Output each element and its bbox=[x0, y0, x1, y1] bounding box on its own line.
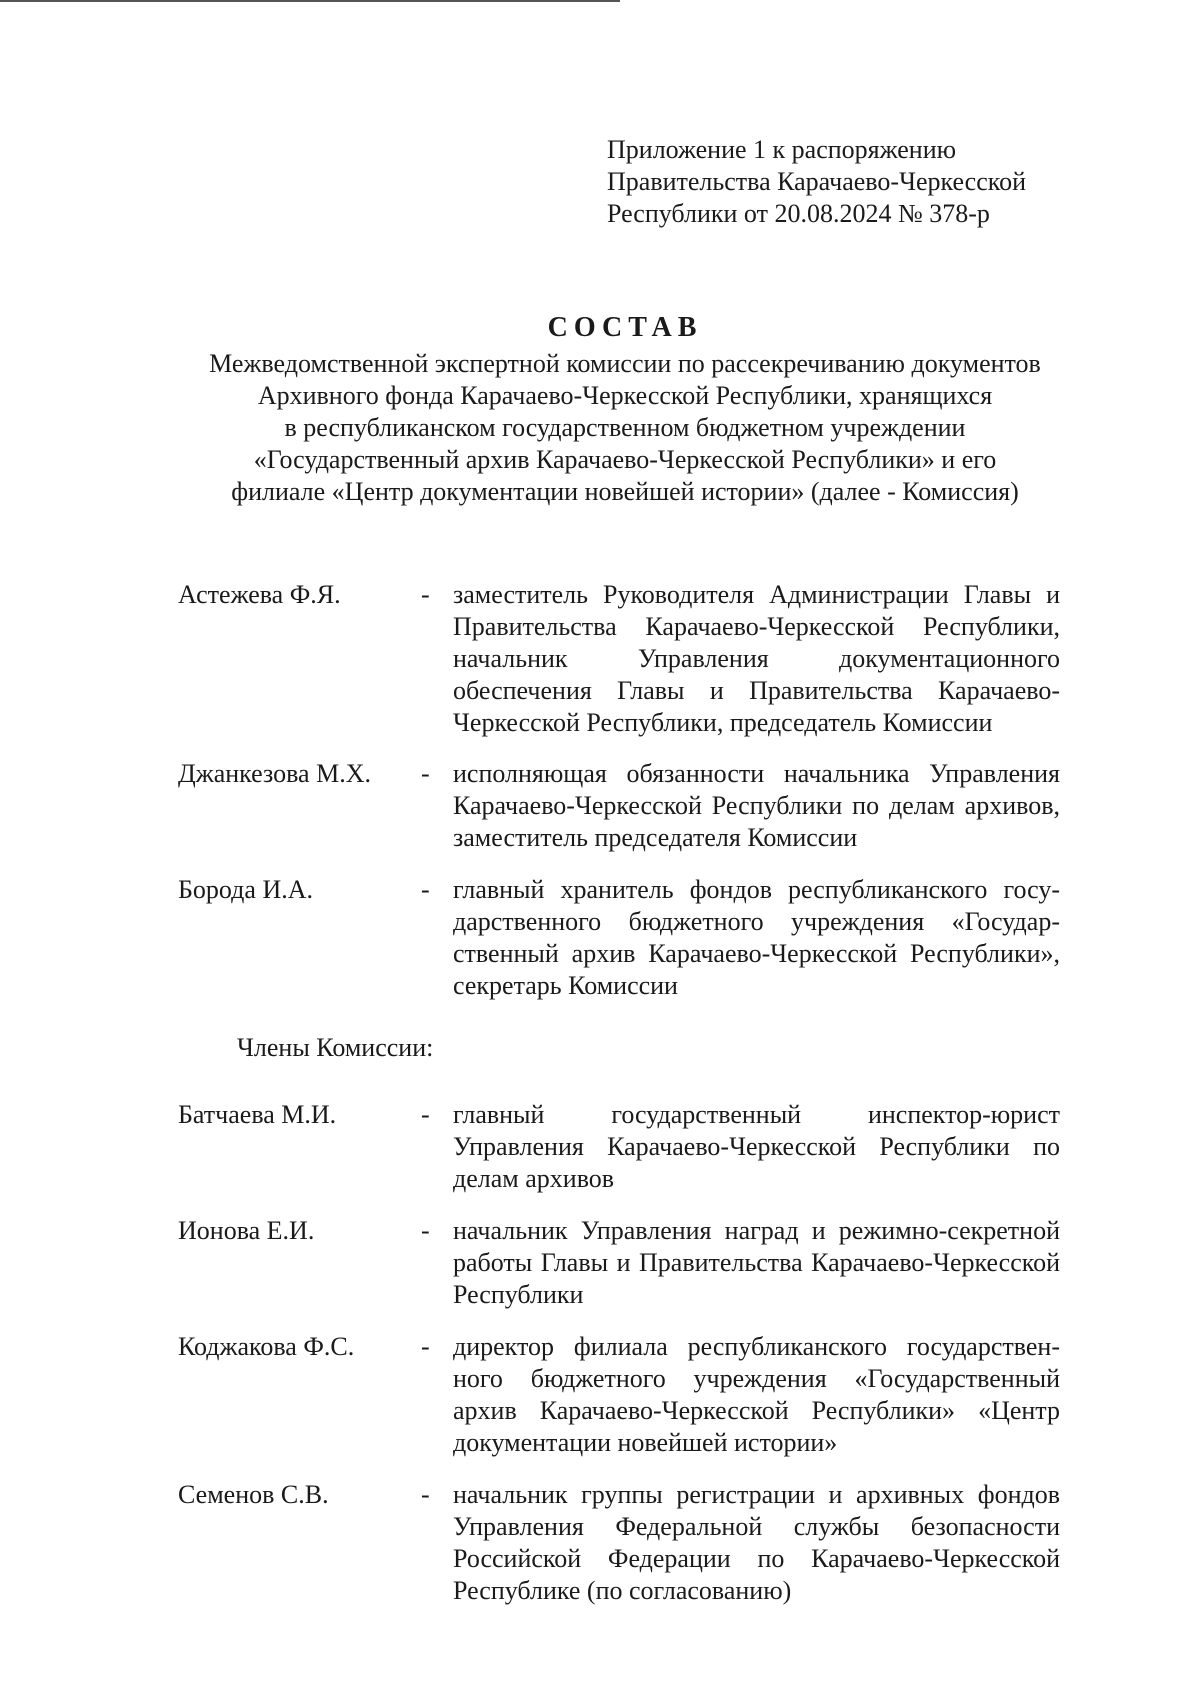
document-title: СОСТАВ bbox=[547, 312, 703, 343]
member-dash: - bbox=[421, 875, 430, 904]
member-name: Семенов С.В. bbox=[178, 1480, 329, 1509]
member-role: начальник Управления наград и режимно-секретной работы Главы и Правительства Карачаево-Черкесской Республики bbox=[453, 1216, 1060, 1309]
member-dash: - bbox=[421, 1332, 430, 1361]
member-role: заместитель Руководителя Администрации Главы и Правительства Карачаево-Черкесской Республики, начальник Управления документационного обеспечения Главы и Правительства Карачаево-Черкесской Республики, председатель Комиссии bbox=[453, 580, 1060, 737]
member-role: главный хранитель фондов республиканского государственного бюджетного учреждения «Государственный архив Карачаево-Черкесской Республики», секретарь Комиссии bbox=[453, 875, 1060, 1000]
member-name: Ионова Е.И. bbox=[178, 1216, 315, 1245]
document-subtitle bbox=[150, 348, 1100, 508]
appendix-line-2: Правительства Карачаево-Черкесской bbox=[607, 167, 1026, 196]
appendix-line-3: Республики от 20.08.2024 № 378-р bbox=[607, 199, 990, 228]
subtitle-line: филиале «Центр документации новейшей истории» (далее - Комиссия) bbox=[231, 477, 1019, 506]
appendix-line-1: Приложение 1 к распоряжению bbox=[607, 135, 957, 164]
member-dash: - bbox=[421, 1216, 430, 1245]
member-name: Астежева Ф.Я. bbox=[178, 580, 341, 609]
member-dash: - bbox=[421, 1100, 430, 1129]
subtitle-line: в республиканском государственном бюджетном учреждении bbox=[284, 413, 966, 442]
subtitle-line: Межведомственной экспертной комиссии по рассекречиванию документов bbox=[209, 349, 1041, 378]
member-name: Борода И.А. bbox=[178, 875, 314, 904]
member-name: Коджакова Ф.С. bbox=[178, 1332, 355, 1361]
member-name: Батчаева М.И. bbox=[178, 1100, 337, 1129]
scan-top-edge-line bbox=[0, 0, 620, 2]
members-section-label: Члены Комиссии: bbox=[237, 1033, 434, 1062]
member-role: исполняющая обязанности начальника Управления Карачаево-Черкесской Республики по делам архивов, заместитель председателя Комиссии bbox=[453, 759, 1060, 852]
appendix-reference bbox=[607, 134, 1026, 230]
member-name: Джанкезова М.Х. bbox=[178, 759, 371, 788]
subtitle-line: «Государственный архив Карачаево-Черкесской Республики» и его bbox=[253, 445, 997, 474]
member-role: директор филиала республиканского государственного бюджетного учреждения «Государственный архив Карачаево-Черкесской Республики» «Центр документации новейшей истории» bbox=[453, 1332, 1060, 1457]
member-dash: - bbox=[421, 759, 430, 788]
member-dash: - bbox=[421, 580, 430, 609]
subtitle-line: Архивного фонда Карачаево-Черкесской Республики, хранящихся bbox=[257, 381, 993, 410]
member-dash: - bbox=[421, 1480, 430, 1509]
member-role: главный государственный инспектор-юрист Управления Карачаево-Черкесской Республики по делам архивов bbox=[453, 1100, 1060, 1193]
member-role: начальник группы регистрации и архивных фондов Управления Федеральной службы безопасности Российской Федерации по Карачаево-Черкесской Республике (по согласованию) bbox=[453, 1480, 1060, 1605]
